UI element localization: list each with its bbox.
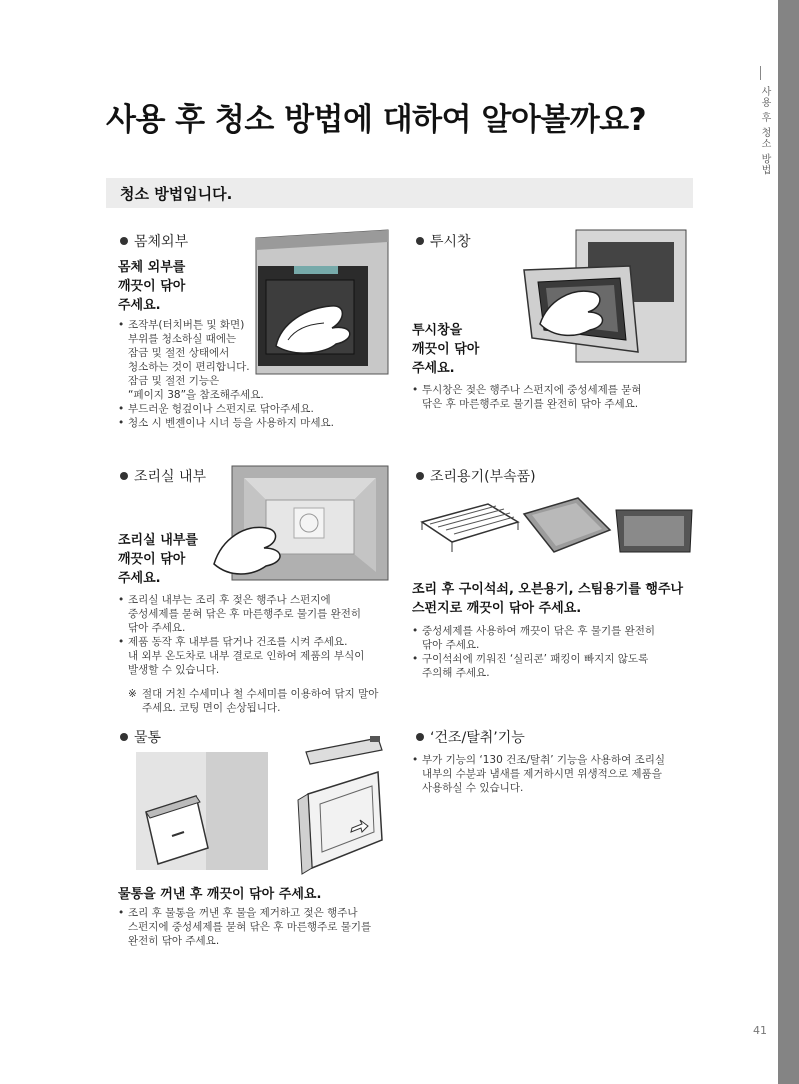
side-tab-bar [778, 0, 799, 1084]
bullet-dot-icon [120, 237, 128, 245]
lead-line: 깨끗이 닦아 [118, 552, 186, 567]
oven-interior-illustration [204, 464, 390, 582]
lead-line: 물통을 꺼낸 후 깨끗이 닦아 주세요. [118, 887, 322, 902]
note-mark: ※ [128, 688, 137, 700]
water-tank-bullets [118, 906, 398, 948]
list-item: • 구이석쇠에 끼워진 ‘실리콘’ 패킹이 빠지지 않도록 주의해 주세요. [412, 652, 692, 680]
lead-line: 주세요. [118, 571, 161, 586]
bullet-dot-icon [120, 733, 128, 741]
dry-function-heading [416, 727, 525, 747]
steam-tray-icon [616, 510, 692, 552]
list-item: • 중성세제를 사용하여 깨끗이 닦은 후 물기를 완전히 닦아 주세요. [412, 624, 692, 652]
list-item: • 제품 동작 후 내부를 닦거나 건조를 시켜 주세요. 내 외부 온도차로 내부 결로로 인하여 제품의 부식이 발생할 수 있습니다. [118, 635, 398, 677]
window-lead [412, 321, 479, 378]
water-tank-heading [120, 727, 161, 747]
interior-heading [120, 466, 206, 486]
section-title: 청소 방법입니다. [120, 185, 233, 203]
page-title: 사용 후 청소 방법에 대하여 알아볼까요? [106, 102, 647, 138]
oven-window-illustration [518, 228, 688, 366]
lead-line: 몸체 외부를 [118, 260, 186, 275]
accessories-heading-text: 조리용기(부속품) [430, 469, 536, 485]
body-exterior-heading [120, 231, 188, 251]
body-exterior-lead [118, 258, 185, 315]
window-heading [416, 231, 471, 251]
oven-tray-icon [524, 498, 610, 552]
lead-line: 깨끗이 닦아 [412, 342, 480, 357]
list-item: • 조리 후 물통을 꺼낸 후 물을 제거하고 젖은 행주나 스펀지에 중성세제를 묻혀 닦은 후 마른행주로 물기를 완전히 닦아 주세요. [118, 906, 398, 948]
water-tank-removal-illustration [136, 752, 268, 870]
lead-line: 조리실 내부를 [118, 533, 198, 548]
lead-line: 깨끗이 닦아 [118, 279, 186, 294]
bullet-dot-icon [416, 472, 424, 480]
list-item: • 부가 기능의 ‘130 건조/탈취’ 기능을 사용하여 조리실 내부의 수분과 냄새를 제거하시면 위생적으로 제품을 사용하실 수 있습니다. [412, 753, 702, 795]
side-label-divider [760, 66, 761, 80]
water-tank-illustration [294, 736, 386, 876]
grill-rack-icon [422, 504, 518, 552]
accessories-bullets [412, 624, 692, 680]
body-exterior-heading-text: 몸체외부 [134, 234, 189, 250]
accessories-lead [412, 580, 683, 618]
window-heading-text: 투시창 [430, 234, 471, 250]
bullet-dot-icon [120, 472, 128, 480]
interior-lead [118, 531, 198, 588]
accessories-heading [416, 466, 536, 486]
list-item: • 청소 시 벤젠이나 시너 등을 사용하지 마세요. [118, 416, 358, 430]
lead-line: 주세요. [412, 361, 455, 376]
section-header [106, 178, 693, 208]
dry-function-bullets [412, 753, 702, 795]
side-label: 사용 후 청소 방법 [759, 86, 770, 176]
water-tank-heading-text: 물통 [134, 730, 162, 746]
bullet-dot-icon [416, 733, 424, 741]
list-item: • 부드러운 헝겊이나 스펀지로 닦아주세요. [118, 402, 358, 416]
note-text: 절대 거친 수세미나 철 수세미를 이용하여 닦지 말아 주세요. 코팅 면이 손상됩니다. [142, 688, 379, 714]
oven-exterior-illustration [236, 228, 390, 376]
lead-line: 조리 후 구이석쇠, 오븐용기, 스팀용기를 행주나 [412, 582, 684, 597]
accessories-illustration [418, 494, 694, 558]
list-item: • 투시창은 젖은 행주나 스펀지에 중성세제를 묻혀 닦은 후 마른행주로 물기를 완전히 닦아 주세요. [412, 383, 692, 411]
lead-line: 주세요. [118, 298, 161, 313]
list-item: • 조리실 내부는 조리 후 젖은 행주나 스펀지에 중성세제를 묻혀 닦은 후 마른행주로 물기를 완전히 닦아 주세요. [118, 593, 398, 635]
lead-line: 스펀지로 깨끗이 닦아 주세요. [412, 601, 582, 616]
interior-heading-text: 조리실 내부 [134, 469, 207, 485]
lead-line: 투시창을 [412, 323, 463, 338]
list-item: • 조작부(터치버튼 및 화면) 부위를 청소하실 때에는 잠금 및 절전 상태에서 청소하는 것이 편리합니다. 잠금 및 절전 기능은 “페이지 38”을 참조해주세요. [118, 318, 358, 402]
dry-function-heading-text: ‘건조/탈취’기능 [430, 730, 525, 746]
page-number: 41 [753, 1024, 767, 1037]
bullet-dot-icon [416, 237, 424, 245]
window-bullets [412, 383, 692, 411]
interior-warning-note [128, 687, 378, 715]
water-tank-lead [118, 885, 321, 904]
interior-bullets [118, 593, 398, 677]
